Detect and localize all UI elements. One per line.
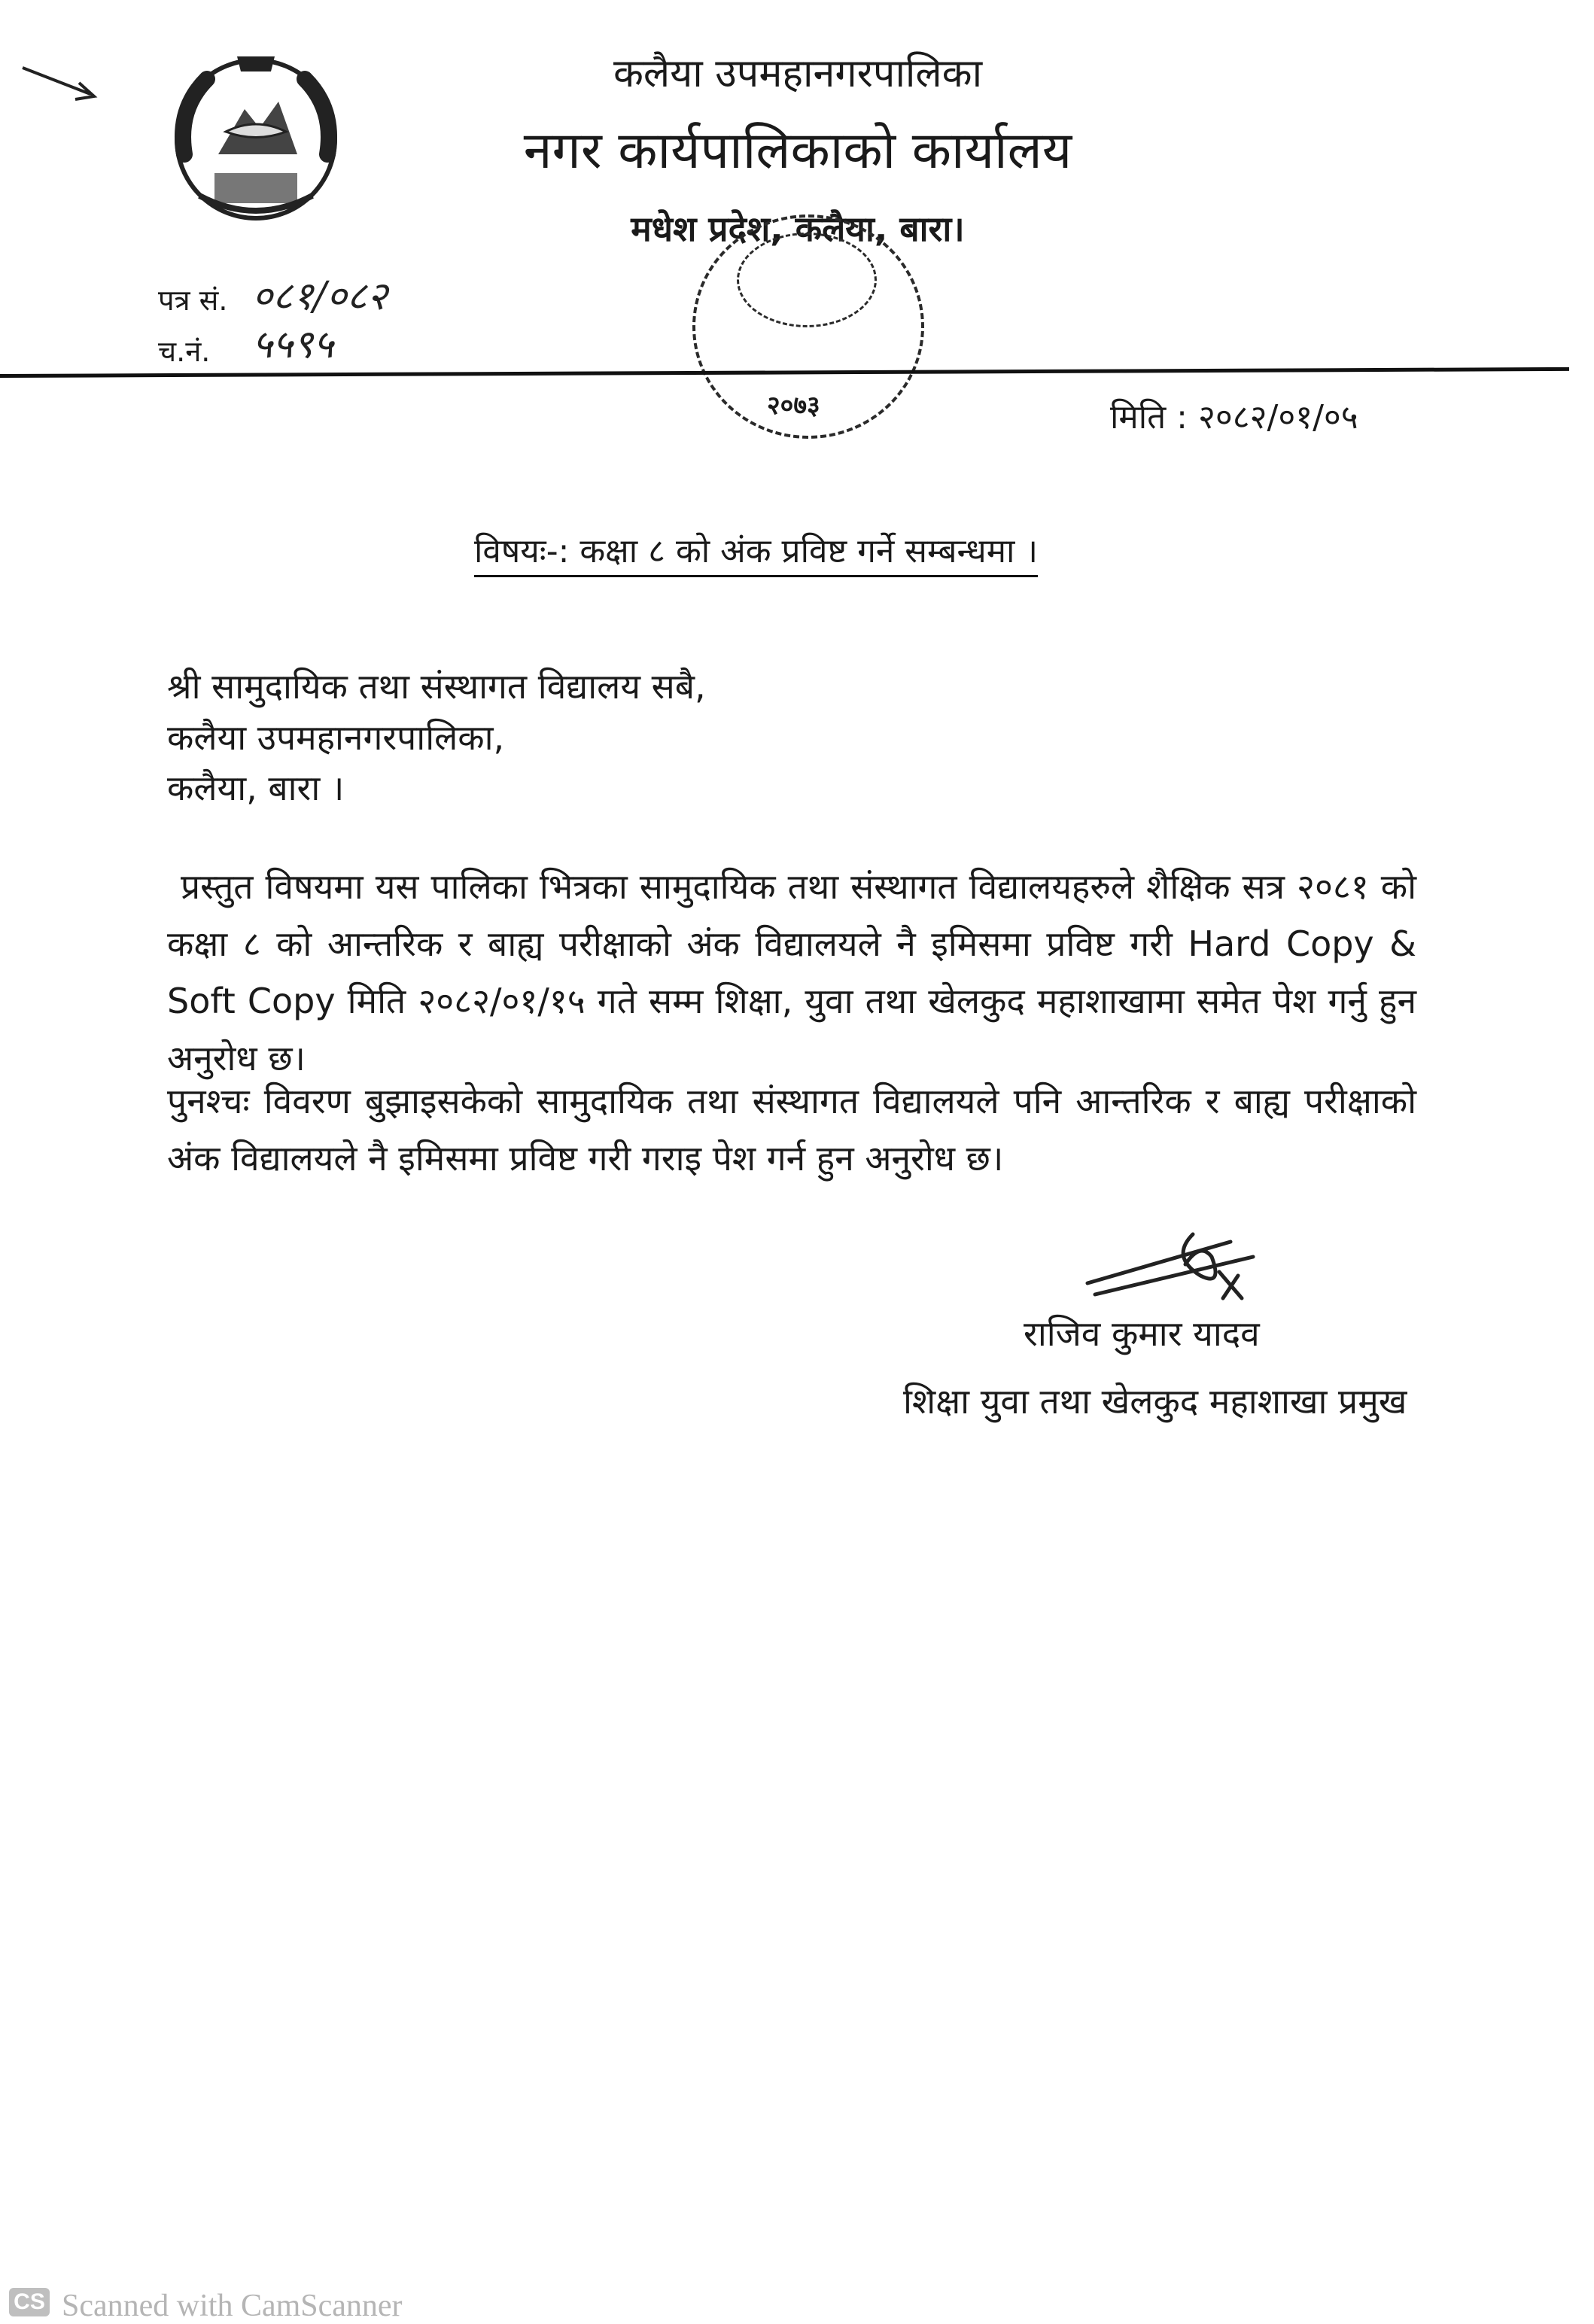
patra-number: ०८१/०८२ bbox=[252, 274, 388, 319]
stamp-year: २०७३ bbox=[767, 391, 820, 421]
office-address: मधेश प्रदेश, कलैया, बारा। bbox=[631, 208, 965, 249]
addressee-line-2: कलैया उपमहानगरपालिका, bbox=[167, 717, 505, 758]
signature-scribble bbox=[1080, 1212, 1276, 1317]
subject-line: विषयः-: कक्षा ८ को अंक प्रविष्ट गर्ने सम्बन्धमा । bbox=[474, 527, 1038, 577]
nepal-emblem-logo bbox=[154, 41, 357, 222]
addressee-line-3: कलैया, बारा । bbox=[167, 768, 345, 808]
signatory-name: राजिव कुमार यादव bbox=[1024, 1313, 1260, 1354]
signatory-title: शिक्षा युवा तथा खेलकुद महाशाखा प्रमुख bbox=[903, 1381, 1407, 1422]
body-paragraph-1: प्रस्तुत विषयमा यस पालिका भित्रका सामुदायिक तथा संस्थागत विद्यालयहरुले शैक्षिक सत्र २०८१ को कक्षा ८ को आन्तरिक र बाह्य परीक्षाको अंक विद्यालयले नै इमिसमा प्रविष्ट गरी Hard Copy & Soft Copy मिति २०८२/०१/१५ गते सम्म शिक्षा, युवा तथा खेलकुद महाशाखामा समेत पेश गर्नु हुन अनुरोध छ। bbox=[167, 866, 1416, 1078]
office-name: कलैया उपमहानगरपालिका bbox=[613, 51, 983, 96]
body-paragraph-2: पुनश्चः विवरण बुझाइसकेको सामुदायिक तथा संस्थागत विद्यालयले पनि आन्तरिक र बाह्य परीक्षाको अंक विद्यालयले नै इमिसमा प्रविष्ट गरी गराइ पेश गर्न हुन अनुरोध छ। bbox=[167, 1081, 1416, 1179]
date-line bbox=[1110, 393, 1358, 438]
chalani-label: च.नं. bbox=[158, 335, 211, 368]
scanner-watermark: Scanned with CamScanner bbox=[62, 2289, 403, 2323]
office-title: नगर कार्यपालिकाको कार्यालय bbox=[523, 121, 1072, 181]
camscanner-logo-icon: CS bbox=[9, 2288, 50, 2316]
pen-mark-icon bbox=[19, 60, 102, 105]
date-label: मिति : bbox=[1110, 398, 1188, 437]
patra-label: पत्र सं. bbox=[158, 284, 228, 317]
chalani-number: ५५९५ bbox=[252, 322, 334, 367]
date-value: २०८२/०१/०५ bbox=[1198, 398, 1358, 437]
addressee-line-1: श्री सामुदायिक तथा संस्थागत विद्यालय सबै, bbox=[167, 666, 706, 707]
official-stamp bbox=[692, 214, 924, 439]
